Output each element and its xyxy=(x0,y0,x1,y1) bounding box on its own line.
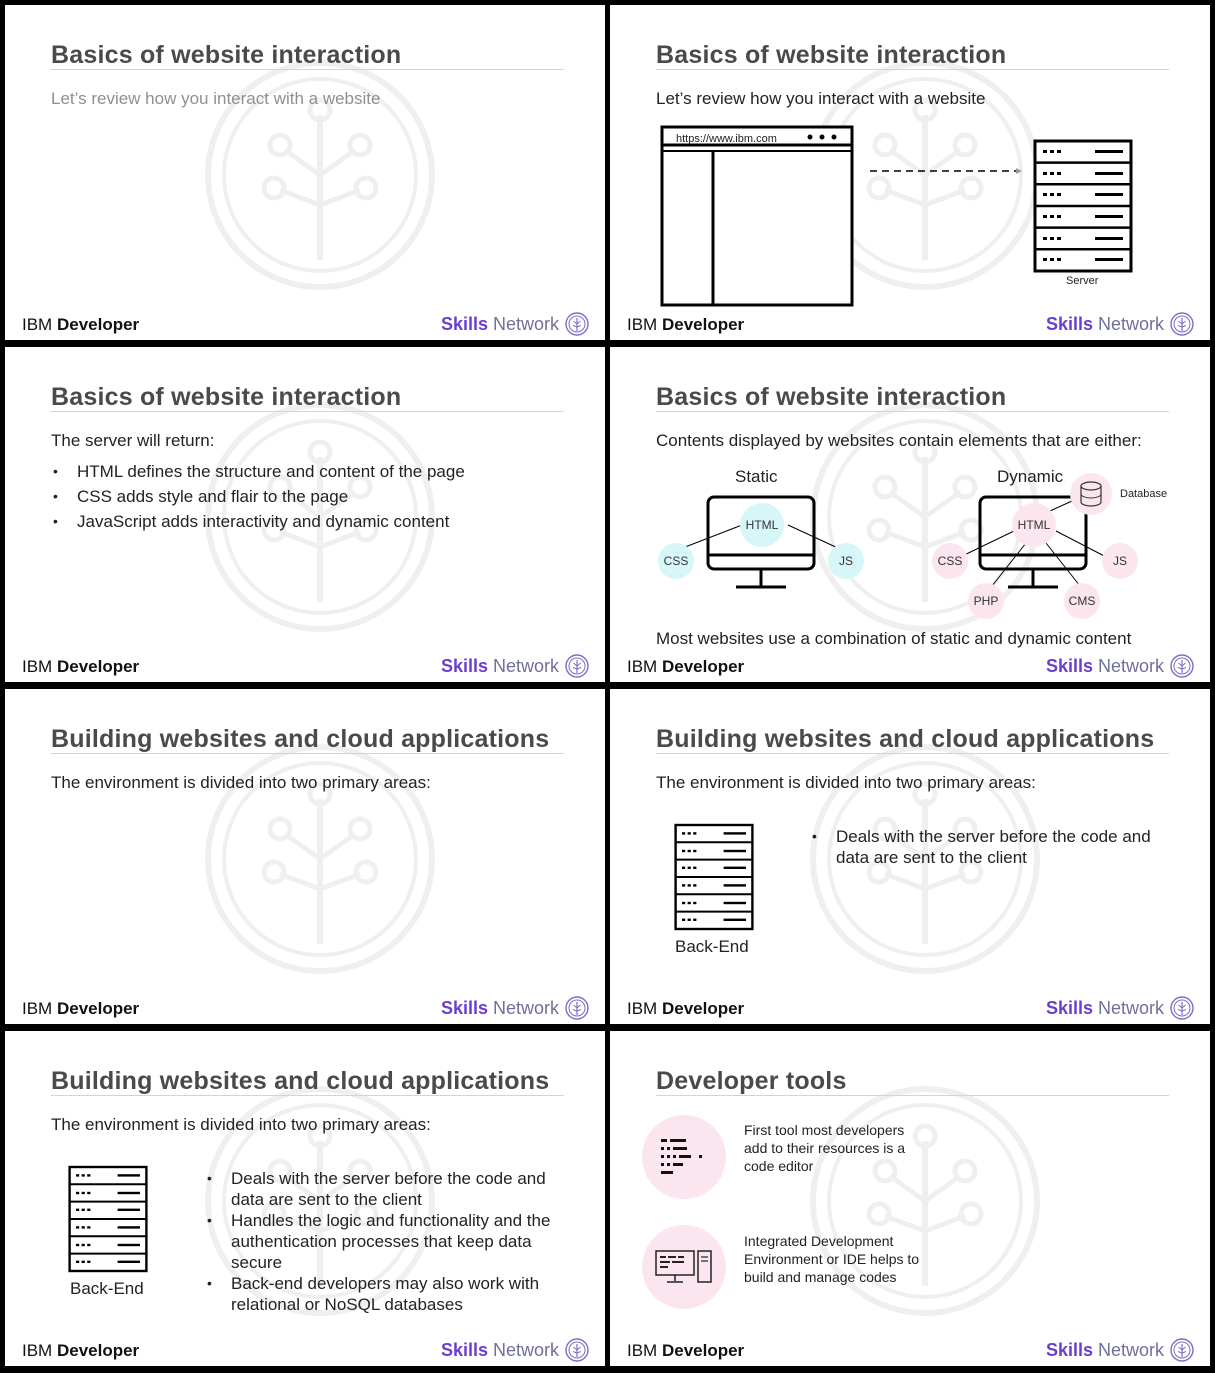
browser-window-icon xyxy=(660,125,856,309)
slide-6[interactable] xyxy=(610,689,1210,1024)
bullet-list xyxy=(205,1168,580,1315)
slide-title: Building websites and cloud applications xyxy=(51,725,550,753)
footer-note: Most websites use a combination of static and dynamic content xyxy=(656,629,1132,648)
brand-ibm: IBM xyxy=(22,315,53,334)
skills-network-logo xyxy=(441,1338,589,1362)
slide-subtitle: The server will return: xyxy=(51,431,215,450)
code-editor-description: First tool most developers add to their resources is a code editor xyxy=(744,1122,906,1174)
title-divider xyxy=(51,1095,564,1096)
ibm-developer-logo xyxy=(627,999,744,1019)
dynamic-js-badge: JS xyxy=(1102,543,1138,579)
bullet-item: • CSS adds style and flair to the page xyxy=(51,486,465,507)
code-editor-badge xyxy=(642,1115,726,1199)
browser-url: https://www.ibm.com xyxy=(676,133,777,145)
brand-network: Network xyxy=(1097,313,1164,334)
bullet-item: • HTML defines the structure and content of the page xyxy=(51,461,465,482)
brand-skills: Skills xyxy=(440,313,488,334)
title-divider xyxy=(656,411,1169,412)
skills-network-logo xyxy=(1046,996,1194,1020)
bullet-list xyxy=(51,461,465,532)
backend-label: Back-End xyxy=(70,1279,144,1298)
title-divider xyxy=(656,753,1169,754)
brand-network: Network xyxy=(1097,655,1164,676)
cms-badge: CMS xyxy=(1064,583,1100,619)
brand-ibm: IBM xyxy=(627,1341,658,1360)
bullet-item: • Deals with the server before the code and data are sent to the client xyxy=(205,1168,580,1210)
brand-developer: Developer xyxy=(56,657,140,676)
slide-title: Building websites and cloud applications xyxy=(51,1067,550,1095)
skills-network-logo xyxy=(1046,654,1194,678)
backend-server-icon xyxy=(68,1165,148,1273)
skills-network-icon xyxy=(1170,654,1194,678)
slide-subtitle: Let’s review how you interact with a website xyxy=(51,89,381,108)
slide-title: Basics of website interaction xyxy=(656,41,1007,69)
dynamic-html-badge: HTML xyxy=(1012,503,1056,547)
brand-developer: Developer xyxy=(56,999,140,1018)
static-html-badge: HTML xyxy=(740,503,784,547)
brand-skills: Skills xyxy=(1045,1339,1093,1360)
skills-network-icon xyxy=(1170,996,1194,1020)
brand-ibm: IBM xyxy=(22,657,53,676)
brand-network: Network xyxy=(492,313,559,334)
code-editor-icon xyxy=(661,1139,707,1175)
title-divider xyxy=(656,1095,1169,1096)
static-css-badge: CSS xyxy=(658,543,694,579)
brand-skills: Skills xyxy=(1045,997,1093,1018)
slide-8[interactable] xyxy=(610,1031,1210,1366)
brand-skills: Skills xyxy=(440,1339,488,1360)
dynamic-css-badge: CSS xyxy=(932,543,968,579)
skills-network-logo xyxy=(441,312,589,336)
brand-ibm: IBM xyxy=(627,657,658,676)
slide-5[interactable] xyxy=(5,689,605,1024)
brand-ibm: IBM xyxy=(22,999,53,1018)
brand-skills: Skills xyxy=(440,997,488,1018)
brand-developer: Developer xyxy=(56,1341,140,1360)
slide-subtitle: The environment is divided into two primary areas: xyxy=(51,773,431,792)
slide-subtitle: The environment is divided into two primary areas: xyxy=(51,1115,431,1134)
brand-developer: Developer xyxy=(56,315,140,334)
brand-network: Network xyxy=(1097,997,1164,1018)
server-rack-icon xyxy=(1033,139,1133,273)
slide-4[interactable] xyxy=(610,347,1210,682)
brand-ibm: IBM xyxy=(627,999,658,1018)
brand-network: Network xyxy=(1097,1339,1164,1360)
brand-developer: Developer xyxy=(661,999,745,1018)
brand-skills: Skills xyxy=(1045,313,1093,334)
slide-subtitle: Contents displayed by websites contain elements that are either: xyxy=(656,431,1142,450)
title-divider xyxy=(51,69,564,70)
slide-1[interactable] xyxy=(5,5,605,340)
database-badge xyxy=(1070,473,1112,515)
bullet-item: • Handles the logic and functionality and the authentication processes that keep data secure xyxy=(205,1210,580,1273)
dashed-arrow-icon xyxy=(868,165,1028,177)
slide-title: Basics of website interaction xyxy=(656,383,1007,411)
skills-network-icon xyxy=(565,312,589,336)
slide-2[interactable] xyxy=(610,5,1210,340)
server-label: Server xyxy=(1066,275,1099,287)
ibm-developer-logo xyxy=(22,315,139,335)
brand-network: Network xyxy=(492,655,559,676)
brand-network: Network xyxy=(492,1339,559,1360)
ibm-developer-logo xyxy=(22,1341,139,1361)
slide-title: Developer tools xyxy=(656,1067,847,1095)
brand-developer: Developer xyxy=(661,315,745,334)
title-divider xyxy=(656,69,1169,70)
brand-developer: Developer xyxy=(661,657,745,676)
slide-subtitle: The environment is divided into two primary areas: xyxy=(656,773,1036,792)
brand-developer: Developer xyxy=(661,1341,745,1360)
slide-title: Basics of website interaction xyxy=(51,41,402,69)
backend-server-icon xyxy=(674,823,754,931)
skills-network-logo xyxy=(1046,1338,1194,1362)
database-label: Database xyxy=(1120,488,1168,500)
brand-skills: Skills xyxy=(440,655,488,676)
skills-network-icon xyxy=(565,1338,589,1362)
brand-skills: Skills xyxy=(1045,655,1093,676)
skills-network-icon xyxy=(565,996,589,1020)
skills-network-icon xyxy=(1170,312,1194,336)
brand-ibm: IBM xyxy=(22,1341,53,1360)
bullet-item: • JavaScript adds interactivity and dynamic content xyxy=(51,511,465,532)
ibm-developer-logo xyxy=(22,657,139,677)
slide-subtitle: Let’s review how you interact with a website xyxy=(656,89,986,108)
php-badge: PHP xyxy=(968,583,1004,619)
skills-network-logo xyxy=(1046,312,1194,336)
brand-network: Network xyxy=(492,997,559,1018)
ibm-developer-logo xyxy=(627,315,744,335)
ide-badge xyxy=(642,1225,726,1309)
slide-7[interactable] xyxy=(5,1031,605,1366)
bullet-item: • Deals with the server before the code and data are sent to the client xyxy=(810,826,1180,868)
static-js-badge: JS xyxy=(828,543,864,579)
static-label: Static xyxy=(735,467,778,486)
bullet-list xyxy=(810,826,1180,868)
ide-computer-icon xyxy=(655,1249,713,1285)
database-icon xyxy=(1079,481,1103,507)
skills-network-icon xyxy=(565,654,589,678)
ibm-developer-logo xyxy=(22,999,139,1019)
ibm-developer-logo xyxy=(627,657,744,677)
skills-network-logo xyxy=(441,996,589,1020)
ide-description: Integrated Development Environment or IDE helps to build and manage codes xyxy=(744,1233,920,1285)
title-divider xyxy=(51,411,564,412)
skills-network-logo xyxy=(441,654,589,678)
slide-3[interactable] xyxy=(5,347,605,682)
bullet-item: • Back-end developers may also work with relational or NoSQL databases xyxy=(205,1273,580,1315)
slide-title: Basics of website interaction xyxy=(51,383,402,411)
title-divider xyxy=(51,753,564,754)
dynamic-label: Dynamic xyxy=(997,467,1064,486)
ibm-developer-logo xyxy=(627,1341,744,1361)
backend-label: Back-End xyxy=(675,937,749,956)
brand-ibm: IBM xyxy=(627,315,658,334)
skills-network-icon xyxy=(1170,1338,1194,1362)
slide-title: Building websites and cloud applications xyxy=(656,725,1155,753)
